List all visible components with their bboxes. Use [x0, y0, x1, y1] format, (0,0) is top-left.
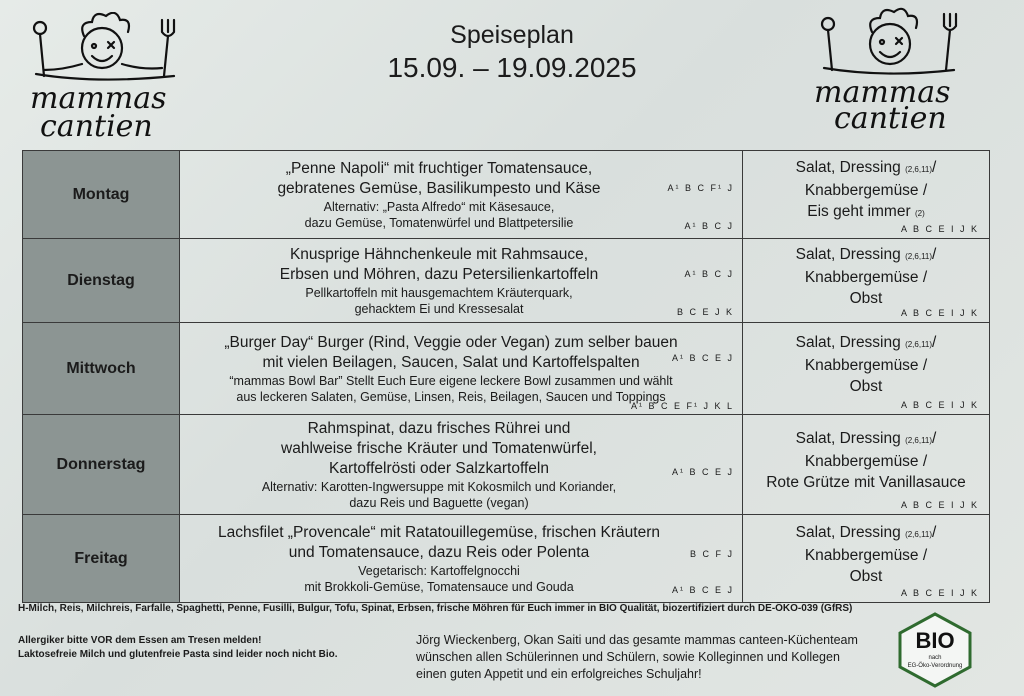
day-cell: Freitag — [23, 515, 180, 603]
side-codes: (2,6,11) — [905, 530, 933, 539]
allergy-notice — [18, 634, 338, 662]
side-codes: (2,6,11) — [905, 252, 933, 261]
dish-line: mit vielen Beilagen, Saucen, Salat und Kartoffelspalten — [262, 353, 640, 371]
side-cell: Salat, Dressing (2,6,11)/ Knabbergemüse / Obst A B C E I J K — [743, 239, 990, 323]
allergen-code: A B C E I J K — [900, 308, 979, 318]
side-line: Obst — [849, 378, 883, 395]
header — [300, 20, 724, 86]
dish-line: und Tomatensauce, dazu Reis oder Polenta — [288, 543, 590, 561]
mammas-canteen-logo-right — [810, 6, 970, 136]
dish-line: mit Brokkoli-Gemüse, Tomatensauce und Gouda — [304, 579, 574, 594]
allergen-code: B C E J K — [676, 307, 734, 317]
logo-wordmark-line1: mammas — [30, 81, 167, 116]
bio-quality-note: H-Milch, Reis, Milchreis, Farfalle, Spaghetti, Penne, Fusilli, Bulgur, Tofu, Spinat, Erbsen, frische Möhren für Euch immer in BIO Qualität, biozertifiziert durch DE-ÖKO-039 (GfRS) — [18, 603, 853, 614]
day-cell: Mittwoch — [23, 323, 180, 415]
dish-line: dazu Gemüse, Tomatenwürfel und Blattpetersilie — [304, 215, 574, 230]
table-row — [23, 239, 990, 323]
dish-cell — [180, 515, 743, 603]
dish-line: “mammas Bowl Bar” Stellt Euch Eure eigene leckere Bowl zusammen und wählt — [229, 373, 673, 388]
bio-seal-label: BIO — [915, 628, 955, 653]
side-line: Salat, Dressing — [795, 334, 901, 351]
date-range: 15.09. – 19.09.2025 — [387, 52, 637, 83]
side-line: Knabbergemüse / — [804, 182, 928, 199]
allergy-line: Allergiker bitte VOR dem Essen am Tresen melden! — [18, 635, 262, 646]
side-line: Salat, Dressing — [795, 430, 901, 447]
side-codes: (2) — [914, 209, 925, 218]
allergen-code: A¹ B C J — [684, 221, 734, 231]
dish-line: Kartoffelrösti oder Salzkartoffeln — [329, 459, 549, 477]
allergen-code: A B C E I J K — [900, 400, 979, 410]
dish-line: aus leckeren Salaten, Gemüse, Linsen, Reis, Beilagen, Saucen und Toppings — [236, 389, 666, 404]
dish-line: Alternativ: Karotten-Ingwersuppe mit Kokosmilch und Koriander, — [261, 479, 617, 494]
logo-wordmark-line1: mammas — [814, 75, 951, 110]
allergy-line: Laktosefreie Milch und glutenfreie Pasta sind leider noch nicht Bio. — [18, 649, 338, 660]
page-title: Speiseplan — [450, 21, 574, 49]
bio-seal-sub1: nach — [928, 655, 942, 661]
greeting-line: wünschen allen Schülerinnen und Schülern, sowie Kolleginnen und Kollegen — [416, 650, 840, 664]
bio-seal-sub2: EG-Öko-Verordnung — [907, 663, 963, 669]
allergen-code: A B C E I J K — [900, 224, 979, 234]
table-row — [23, 323, 990, 415]
side-codes: (2,6,11) — [905, 340, 933, 349]
dish-line: Erbsen und Möhren, dazu Petersilienkartoffeln — [279, 265, 599, 283]
dish-line: dazu Reis und Baguette (vegan) — [349, 495, 529, 510]
allergen-code: A¹ B C E J — [671, 585, 734, 595]
side-line: Obst — [849, 568, 883, 585]
side-cell: Salat, Dressing (2,6,11)/ Knabbergemüse / Obst A B C E I J K — [743, 515, 990, 603]
table-row — [23, 515, 990, 603]
side-line: Obst — [849, 290, 883, 307]
allergen-code: A¹ B C F¹ J — [667, 183, 734, 193]
side-line: Knabbergemüse / — [804, 357, 928, 374]
dish-line: Vegetarisch: Kartoffelgnocchi — [358, 563, 520, 578]
side-cell: Salat, Dressing (2,6,11)/ Knabbergemüse / Rote Grütze mit Vanillasauce A B C E I J K — [743, 415, 990, 515]
side-codes: (2,6,11) — [905, 165, 933, 174]
dish-cell — [180, 239, 743, 323]
allergen-code: A¹ B C E J — [671, 353, 734, 363]
side-line: Salat, Dressing — [795, 524, 901, 541]
dish-line: Knusprige Hähnchenkeule mit Rahmsauce, — [289, 245, 589, 263]
side-line: Knabbergemüse / — [804, 269, 928, 286]
greeting-line: einen guten Appetit und ein erfolgreiches Schuljahr! — [416, 667, 702, 681]
dish-line: „Burger Day“ Burger (Rind, Veggie oder Vegan) zum selber bauen — [224, 333, 678, 351]
side-line: Eis geht immer — [807, 203, 911, 220]
logo-wordmark-line2: cantien — [834, 101, 947, 136]
allergen-code: A¹ B C J — [684, 269, 734, 279]
allergen-code: A B C E I J K — [900, 500, 979, 510]
side-codes: (2,6,11) — [905, 436, 933, 445]
dish-line: Alternativ: „Pasta Alfredo“ mit Käsesauce, — [323, 199, 555, 214]
chef-face-icon — [810, 6, 970, 86]
allergen-code: A¹ B C E F¹ J K L — [630, 401, 734, 411]
side-cell: Salat, Dressing (2,6,11)/ Knabbergemüse / Eis geht immer (2) A B C E I J K — [743, 151, 990, 239]
side-cell: Salat, Dressing (2,6,11)/ Knabbergemüse / Obst A B C E I J K — [743, 323, 990, 415]
allergen-code: A B C E I J K — [900, 588, 979, 598]
side-line: Knabbergemüse / — [804, 547, 928, 564]
day-cell: Donnerstag — [23, 415, 180, 515]
side-line: Salat, Dressing — [795, 246, 901, 263]
dish-line: „Penne Napoli“ mit fruchtiger Tomatensauce, — [285, 159, 593, 177]
dish-cell — [180, 415, 743, 515]
logo-wordmark-line2: cantien — [40, 109, 153, 144]
allergen-code: A¹ B C E J — [671, 467, 734, 477]
dish-line: Pellkartoffeln mit hausgemachtem Kräuterquark, — [305, 285, 573, 300]
dish-line: Lachsfilet „Provencale“ mit Ratatouillegemüse, frischen Kräutern — [218, 523, 660, 541]
menu-table — [22, 150, 990, 603]
side-line: Knabbergemüse / — [804, 453, 928, 470]
day-cell: Montag — [23, 151, 180, 239]
table-row — [23, 151, 990, 239]
dish-line: Rahmspinat, dazu frisches Rührei und — [307, 419, 571, 437]
greeting-line: Jörg Wieckenberg, Okan Saiti und das gesamte mammas canteen-Küchenteam — [416, 633, 858, 647]
dish-line: gebratenes Gemüse, Basilikumpesto und Käse — [277, 179, 601, 197]
team-greeting — [416, 632, 886, 683]
side-line: Salat, Dressing — [795, 159, 901, 176]
table-row — [23, 415, 990, 515]
chef-face-icon — [22, 12, 182, 92]
dish-line: gehacktem Ei und Kressesalat — [354, 301, 524, 316]
dish-cell — [180, 323, 743, 415]
side-line: Rote Grütze mit Vanillasauce — [766, 474, 966, 491]
bio-seal — [896, 612, 974, 688]
dish-line: wahlweise frische Kräuter und Tomatenwürfel, — [281, 439, 597, 457]
day-cell: Dienstag — [23, 239, 180, 323]
dish-cell — [180, 151, 743, 239]
mammas-canteen-logo-left — [22, 12, 182, 142]
allergen-code: B C F J — [689, 549, 734, 559]
